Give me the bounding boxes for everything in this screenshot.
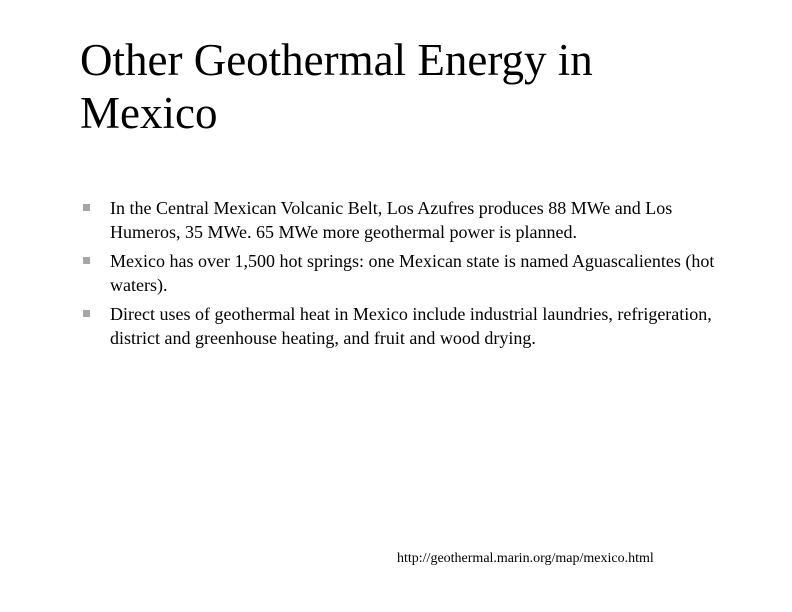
bullet-item — [80, 302, 720, 350]
bullet-text: In the Central Mexican Volcanic Belt, Los Azufres produces 88 MWe and Los Humeros, 35 MWe. 65 MWe more geothermal power is planned. — [110, 198, 673, 242]
square-bullet-icon — [83, 310, 90, 317]
square-bullet-icon — [83, 204, 90, 211]
bullet-item — [80, 196, 720, 244]
slide-title: Other Geothermal Energy in Mexico — [80, 35, 593, 138]
bullet-text: Direct uses of geothermal heat in Mexico include industrial laundries, refrigeration, district and greenhouse heating, and fruit and wood drying. — [110, 304, 712, 348]
source-url: http://geothermal.marin.org/map/mexico.html — [397, 551, 654, 566]
bullet-text: Mexico has over 1,500 hot springs: one Mexican state is named Aguascalientes (hot waters). — [110, 251, 715, 295]
bullet-list — [80, 196, 720, 355]
square-bullet-icon — [83, 257, 90, 264]
bullet-item — [80, 249, 720, 297]
